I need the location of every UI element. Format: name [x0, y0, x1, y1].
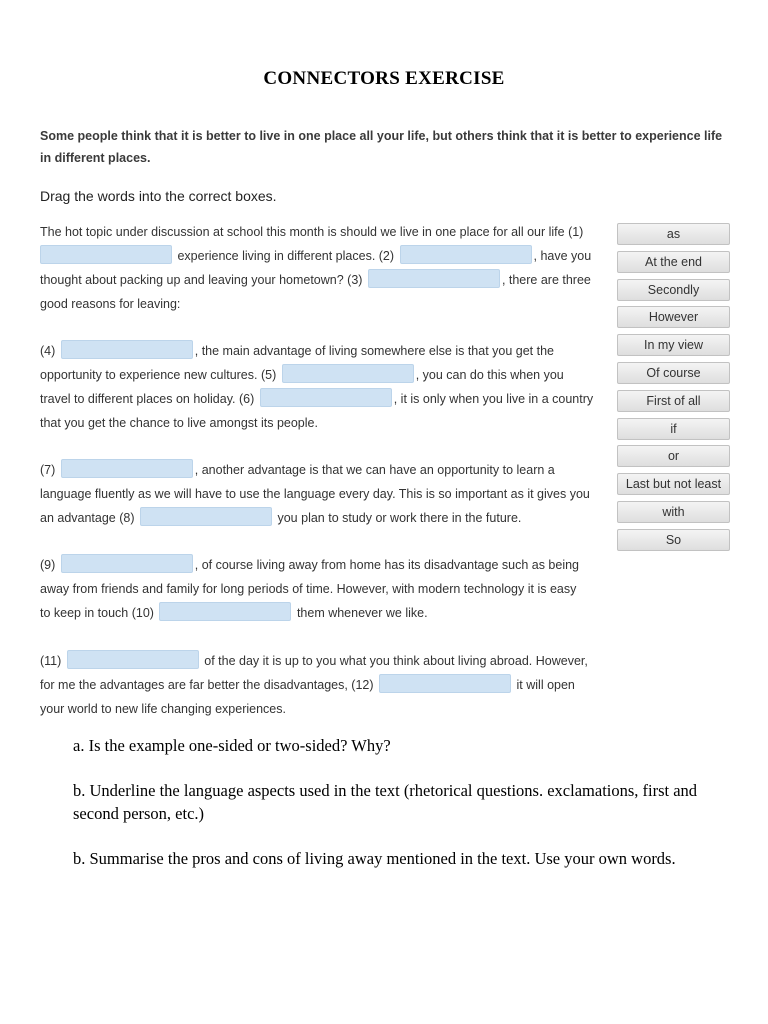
text: (11): [40, 654, 62, 668]
word-chip-in-my-view[interactable]: In my view: [617, 334, 730, 356]
instruction-text: Drag the words into the correct boxes.: [40, 188, 277, 204]
question-a: a. Is the example one-sided or two-sided? Why?: [73, 736, 391, 755]
text: it will open: [516, 678, 575, 692]
word-bank: [617, 223, 730, 557]
paragraph-1: [40, 220, 615, 316]
text: your world to new life changing experiences.: [40, 702, 286, 716]
text: travel to different places on holiday. (6): [40, 392, 255, 406]
word-chip-secondly[interactable]: Secondly: [617, 279, 730, 301]
questions: [73, 734, 703, 892]
word-chip-first-of-all[interactable]: First of all: [617, 390, 730, 412]
text: (9): [40, 558, 56, 572]
blank-6[interactable]: [260, 388, 392, 407]
paragraph-2: [40, 339, 615, 435]
blank-1[interactable]: [40, 245, 172, 264]
question-b-underline: b. Underline the language aspects used in the text (rhetorical questions. exclamations, first and second person, etc.): [73, 781, 698, 823]
blank-2[interactable]: [400, 245, 532, 264]
word-chip-as[interactable]: as: [617, 223, 730, 245]
text: good reasons for leaving:: [40, 297, 181, 311]
word-chip-or[interactable]: or: [617, 445, 730, 467]
text: (7): [40, 463, 56, 477]
text: away from friends and family for long periods of time. However, with modern technology it is easy: [40, 582, 577, 596]
page-title: CONNECTORS EXERCISE: [263, 68, 505, 89]
text: language fluently as we will have to use the language every day. This is so important as it gives you: [40, 487, 590, 501]
word-chip-of-course[interactable]: Of course: [617, 362, 730, 384]
text: thought about packing up and leaving your hometown? (3): [40, 273, 363, 287]
text: them whenever we like.: [296, 606, 428, 620]
blank-8[interactable]: [140, 507, 272, 526]
text: you plan to study or work there in the future.: [277, 511, 522, 525]
blank-7[interactable]: [61, 459, 193, 478]
word-chip-so[interactable]: So: [617, 529, 730, 551]
text: that you get the chance to live amongst its people.: [40, 416, 318, 430]
paragraph-5: [40, 649, 615, 721]
word-chip-with[interactable]: with: [617, 501, 730, 523]
text: , the main advantage of living somewhere else is that you get the: [194, 344, 555, 358]
text: , there are three: [501, 273, 591, 287]
text: , have you: [533, 249, 592, 263]
blank-11[interactable]: [67, 650, 199, 669]
intro-text: Some people think that it is better to live in one place all your life, but others think that it is better to experience life in different places.: [40, 129, 723, 165]
paragraph-4: [40, 553, 615, 625]
question-b-summarise: b. Summarise the pros and cons of living away mentioned in the text. Use your own words.: [73, 849, 676, 868]
text: an advantage (8): [40, 511, 135, 525]
blank-3[interactable]: [368, 269, 500, 288]
text: of the day it is up to you what you think about living abroad. However,: [204, 654, 588, 668]
text: , another advantage is that we can have an opportunity to learn a: [194, 463, 555, 477]
text: (4): [40, 344, 56, 358]
word-chip-if[interactable]: if: [617, 418, 730, 440]
word-chip-last-but-not-least[interactable]: Last but not least: [617, 473, 730, 495]
blank-12[interactable]: [379, 674, 511, 693]
blank-5[interactable]: [282, 364, 414, 383]
text: , it is only when you live in a country: [393, 392, 594, 406]
text: to keep in touch (10): [40, 606, 154, 620]
text: , of course living away from home has its disadvantage such as being: [194, 558, 580, 572]
text: The hot topic under discussion at school this month is should we live in one place for all our life (1): [40, 225, 584, 239]
paragraph-3: [40, 458, 615, 530]
word-chip-at-the-end[interactable]: At the end: [617, 251, 730, 273]
text: opportunity to experience new cultures. (5): [40, 368, 277, 382]
blank-4[interactable]: [61, 340, 193, 359]
text: for me the advantages are far better the disadvantages, (12): [40, 678, 374, 692]
text: experience living in different places. (2): [177, 249, 395, 263]
word-chip-however[interactable]: However: [617, 306, 730, 328]
blank-9[interactable]: [61, 554, 193, 573]
blank-10[interactable]: [159, 602, 291, 621]
text: , you can do this when you: [415, 368, 564, 382]
